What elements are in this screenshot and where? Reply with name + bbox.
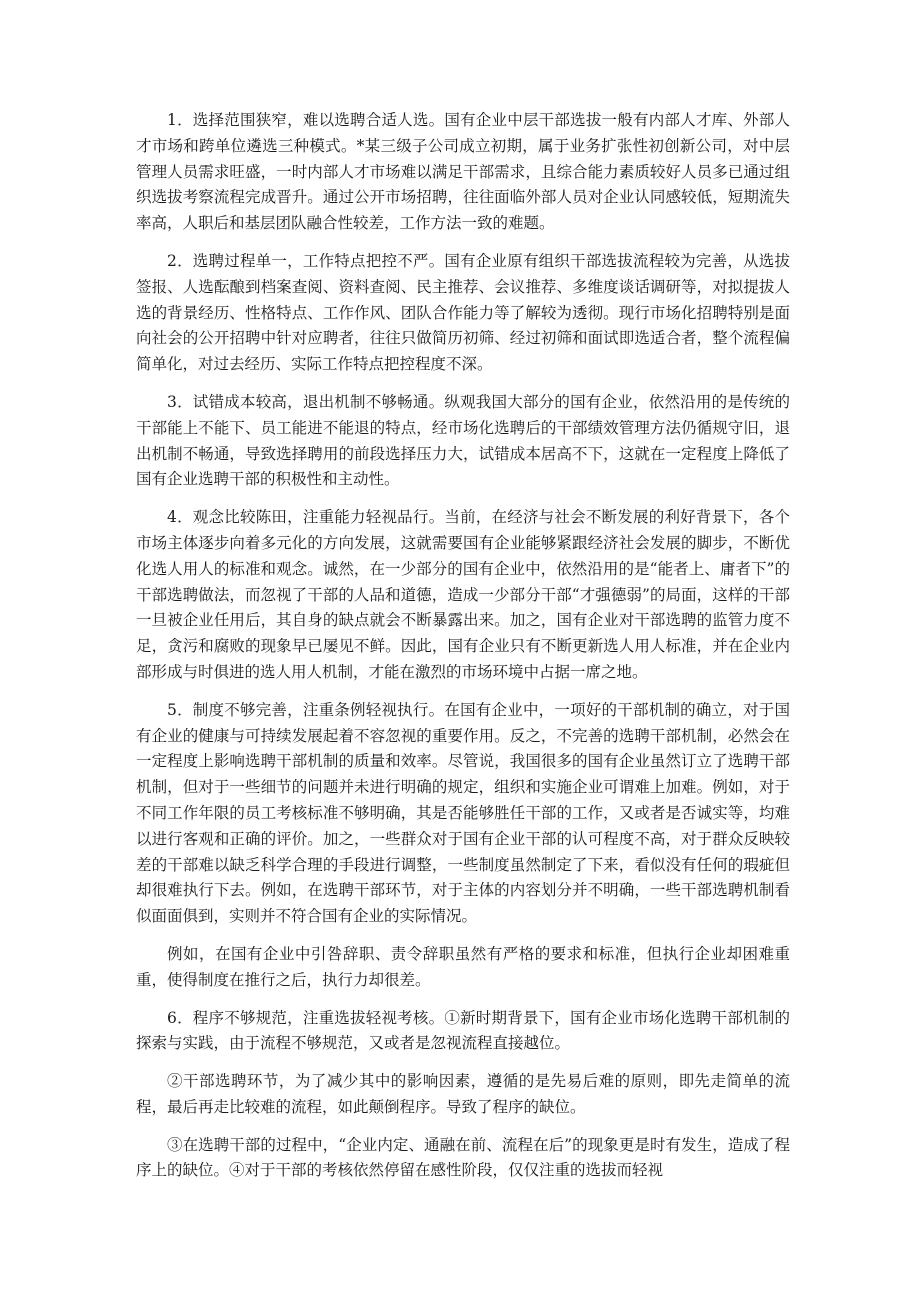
paragraph-6-item-3: ③在选聘干部的过程中，“企业内定、通融在前、流程在后”的现象更是时有发生，造成了程序上的缺位。④对于干部的考核依然停留在感性阶段，仅仅注重的选拔而轻视 [136,1135,790,1180]
paragraph-3: 3．试错成本较高，退出机制不够畅通。纵观我国大部分的国有企业，依然沿用的是传统的干部能上不能下、员工能进不能退的特点，经市场化选聘后的干部绩效管理方法仍循规守旧，退出机制不畅通，导致选择聘用的前段选择压力大，试错成本居高不下，这就在一定程度上降低了国有企业选聘干部的积极性和主动性。 [136,392,790,489]
paragraph-5: 5．制度不够完善，注重条例轻视执行。在国有企业中，一项好的干部机制的确立，对于国有企业的健康与可持续发展起着不容忽视的重要作用。反之，不完善的选聘干部机制，必然会在一定程度上影响选聘干部机制的质量和效率。尽管说，我国很多的国有企业虽然订立了选聘干部机制，但对于一些细节的问题并未进行明确的规定，组织和实施企业可谓难上加难。例如，对于不同工作年限的员工考核标准不够明确，其是否能够胜任干部的工作，又或者是否诚实等，均难以进行客观和正确的评价。加之，一些群众对于国有企业干部的认可程度不高，对于群众反映较差的干部难以缺乏科学合理的手段进行调整，一些制度虽然制定了下来，看似没有任何的瑕疵但却很难执行下去。例如，在选聘干部环节，对于主体的内容划分并不明确，一些干部选聘机制看似面面俱到，实则并不符合国有企业的实际情况。 [136,700,790,926]
paragraph-2: 2．选聘过程单一，工作特点把控不严。国有企业原有组织干部选拔流程较为完善，从选拔签报、人选酝酿到档案查阅、资料查阅、民主推荐、会议推荐、多维度谈话调研等，对拟提拔人选的背景经历、性格特点、工作作风、团队合作能力等了解较为透彻。现行市场化招聘特别是面向社会的公开招聘中针对应聘者，往往只做简历初筛、经过初筛和面试即选适合者，整个流程偏简单化，对过去经历、实际工作特点把控程度不深。 [136,251,790,374]
document-body [136,108,790,1196]
paragraph-4: 4．观念比较陈田，注重能力轻视品行。当前，在经济与社会不断发展的利好背景下，各个市场主体逐步向着多元化的方向发展，这就需要国有企业能够紧跟经济社会发展的脚步，不断优化选人用人的标准和观念。诚然，在一少部分的国有企业中，依然沿用的是“能者上、庸者下”的干部选聘做法，而忽视了干部的人品和道德，造成一少部分干部“才强德弱”的局面，这样的干部一旦被企业任用后，其自身的缺点就会不断暴露出来。加之，国有企业对干部选聘的监管力度不足，贪污和腐败的现象早已屡见不鲜。因此，国有企业只有不断更新选人用人标准，并在企业内部形成与时俱进的选人用人机制，才能在激烈的市场环境中占据一席之地。 [136,508,790,681]
paragraph-example: 例如，在国有企业中引咎辞职、责令辞职虽然有严格的要求和标准，但执行企业却困难重重，使得制度在推行之后，执行力却很差。 [136,944,790,989]
paragraph-1: 1．选择范围狭窄，难以选聘合适人选。国有企业中层干部选拔一般有内部人才库、外部人才市场和跨单位遴选三种模式。*某三级子公司成立初期，属于业务扩张性初创新公司，对中层管理人员需求旺盛，一时内部人才市场难以满足干部需求，且综合能力素质较好人员多已通过组织选拔考察流程完成晋升。通过公开市场招聘，往往面临外部人员对企业认同感较低，短期流失率高，人职后和基层团队融合性较差，工作方法一致的难题。 [136,111,790,233]
paragraph-6: 6．程序不够规范，注重选拔轻视考核。①新时期背景下，国有企业市场化选聘干部机制的探索与实践，由于流程不够规范，又或者是忽视流程直接越位。 [136,1008,790,1053]
paragraph-6-item-2: ②干部选聘环节，为了减少其中的影响因素，遵循的是先易后难的原则，即先走简单的流程，最后再走比较难的流程，如此颠倒程序。导致了程序的缺位。 [136,1072,790,1116]
